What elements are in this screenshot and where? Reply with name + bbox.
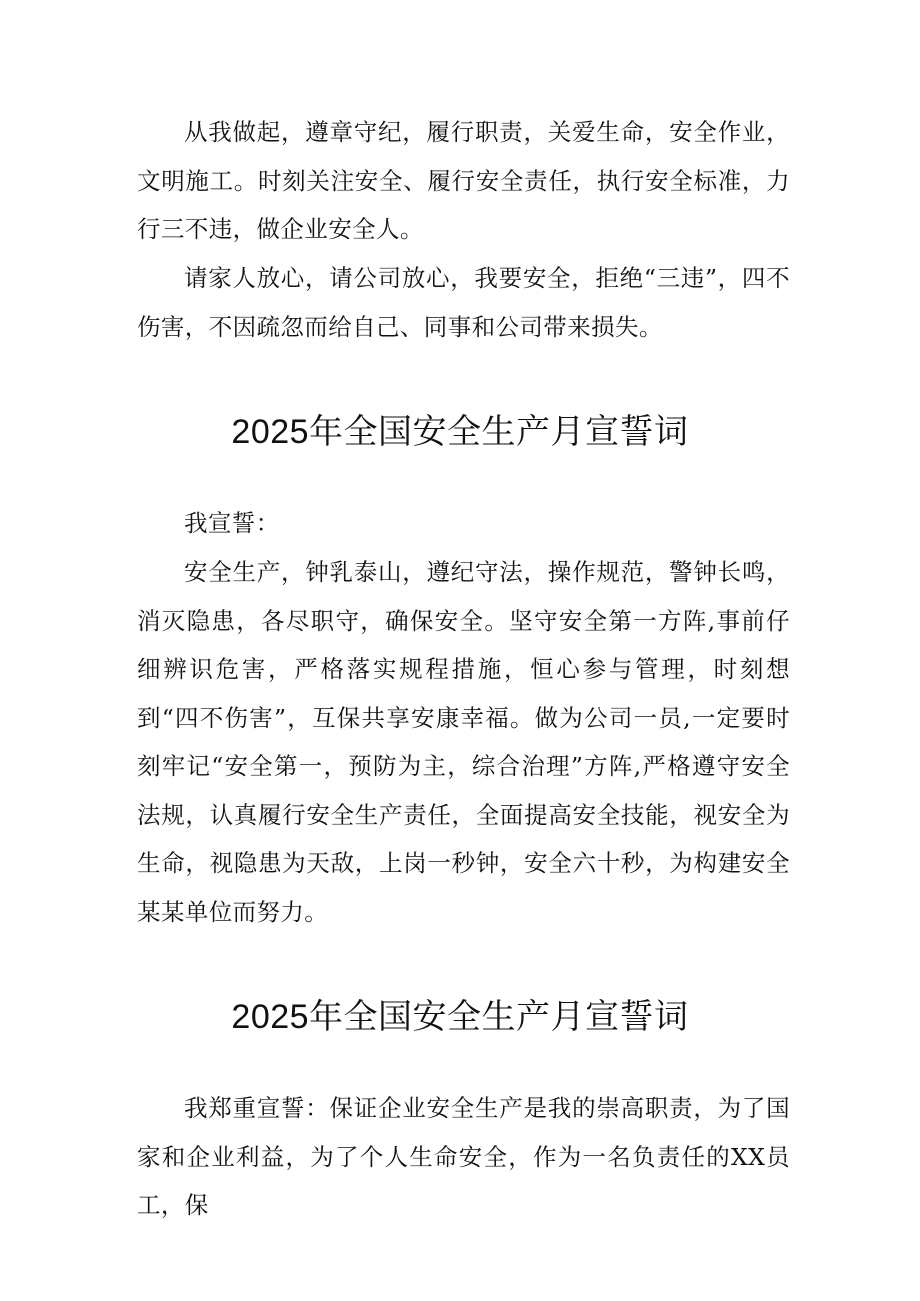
section-1-title: 2025年全国安全生产月宣誓词	[231, 413, 689, 451]
section-2-title: 2025年全国安全生产月宣誓词	[231, 998, 689, 1036]
section-1-oath-body: 安全生产，钟乳泰山，遵纪守法，操作规范，警钟长鸣，消灭隐患，各尽职守，确保安全。坚守安全第一方阵,事前仔细辨识危害，严格落实规程措施，恒心参与管理，时刻想到“四不伤害”，互保共享安康幸福。做为公司一员,一定要时刻牢记“安全第一，预防为主，综合治理”方阵,严格遵守安全法规，认真履行安全生产责任，全面提高安全技能，视安全为生命，视隐患为天敌，上岗一秒钟，安全六十秒，为构建安全某某单位而努力。	[137, 558, 790, 926]
section-2-oath-body: 我郑重宣誓：保证企业安全生产是我的崇高职责，为了国家和企业利益，为了个人生命安全，作为一名负责任的XX员工，保	[137, 1094, 790, 1219]
section-1-oath-opening: 我宣誓：	[184, 509, 280, 537]
intro-paragraph-2: 请家人放心，请公司放心，我要安全，拒绝“三违”，四不伤害，不因疏忽而给自己、同事和公司带来损失。	[137, 264, 790, 341]
intro-paragraph-1: 从我做起，遵章守纪，履行职责，关爱生命，安全作业，文明施工。时刻关注安全、履行安全责任，执行安全标准，力行三不违，做企业安全人。	[137, 118, 790, 243]
